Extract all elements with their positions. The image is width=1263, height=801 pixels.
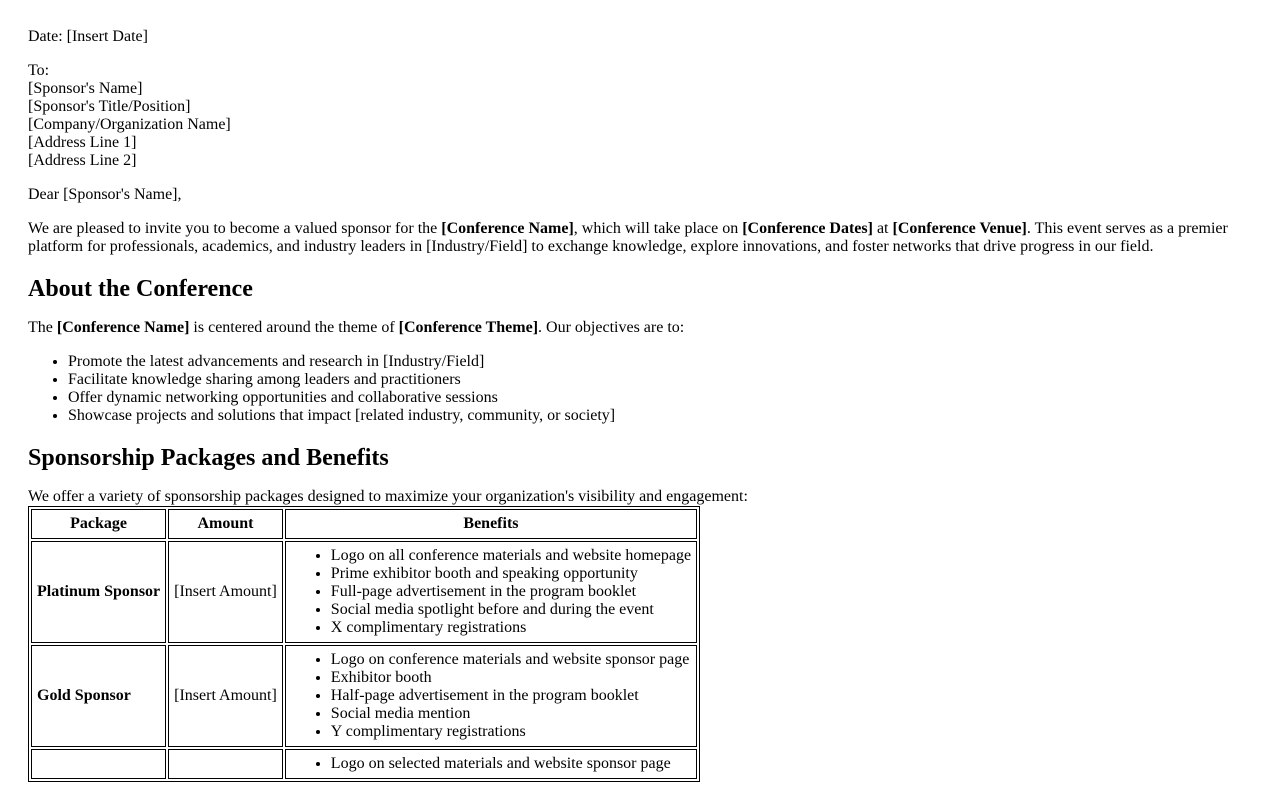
package-benefits — [285, 541, 697, 643]
list-item: • Showcase projects and solutions that impact [related industry, community, or society] — [68, 407, 1238, 425]
intro-text-3: at — [872, 220, 893, 237]
objectives-list — [28, 353, 1238, 425]
list-item: • Prime exhibitor booth and speaking opportunity — [331, 565, 691, 583]
about-text-3: . Our objectives are to: — [538, 319, 685, 336]
about-conference-name: [Conference Name] — [56, 319, 190, 336]
intro-text-4: . This event serves as a premier platform for professionals, academics, and industry leaders in [Industry/Field] to exchange knowledge, explore innovations, and foster networks that drive progress in our field. — [28, 220, 1228, 255]
list-item: • Y complimentary registrations — [331, 723, 691, 741]
to-label: To: — [28, 62, 50, 79]
column-header-amount: Amount — [168, 509, 283, 539]
list-item: • Facilitate knowledge sharing among leaders and practitioners — [68, 371, 1238, 389]
list-item: • Offer dynamic networking opportunities and collaborative sessions — [68, 389, 1238, 407]
table-row — [31, 541, 697, 643]
benefits-list — [291, 651, 691, 741]
column-header-package: Package — [31, 509, 166, 539]
about-text-1: The — [28, 319, 57, 336]
table-row — [31, 749, 697, 779]
intro-text-1: We are pleased to invite you to become a valued sponsor for the — [28, 220, 442, 237]
package-benefits — [285, 645, 697, 747]
list-item: • Full-page advertisement in the program booklet — [331, 583, 691, 601]
intro-conference-venue: [Conference Venue] — [892, 220, 1027, 237]
package-name — [31, 749, 166, 779]
list-item: • Logo on conference materials and website sponsor page — [331, 651, 691, 669]
list-item: • Promote the latest advancements and research in [Industry/Field] — [68, 353, 1238, 371]
salutation: Dear [Sponsor's Name], — [28, 186, 182, 203]
intro-paragraph — [28, 220, 1238, 256]
letter-date: Date: [Insert Date] — [28, 28, 148, 45]
table-row — [31, 645, 697, 747]
list-item: • Social media mention — [331, 705, 691, 723]
recipient-company: [Company/Organization Name] — [28, 116, 231, 133]
recipient-title: [Sponsor's Title/Position] — [28, 98, 191, 115]
sponsorship-heading: Sponsorship Packages and Benefits — [28, 445, 389, 471]
recipient-address-1: [Address Line 1] — [28, 134, 137, 151]
recipient-block — [28, 62, 1238, 170]
benefits-list — [291, 547, 691, 637]
table-header-row — [31, 509, 697, 539]
package-name: Platinum Sponsor — [31, 541, 166, 643]
sponsorship-table — [28, 506, 700, 782]
package-amount: [Insert Amount] — [168, 541, 283, 643]
letter-document — [28, 28, 1238, 782]
list-item: • Social media spotlight before and during the event — [331, 601, 691, 619]
list-item: • Half-page advertisement in the program booklet — [331, 687, 691, 705]
list-item: • Exhibitor booth — [331, 669, 691, 687]
intro-text-2: , which will take place on — [573, 220, 743, 237]
about-conference-theme: [Conference Theme] — [398, 319, 539, 336]
benefits-list — [291, 755, 691, 773]
list-item: • X complimentary registrations — [331, 619, 691, 637]
about-paragraph — [28, 319, 1238, 337]
list-item: • Logo on all conference materials and website homepage — [331, 547, 691, 565]
recipient-name: [Sponsor's Name] — [28, 80, 143, 97]
package-amount — [168, 749, 283, 779]
package-name: Gold Sponsor — [31, 645, 166, 747]
about-heading: About the Conference — [28, 276, 253, 302]
recipient-address-2: [Address Line 2] — [28, 152, 137, 169]
column-header-benefits: Benefits — [285, 509, 697, 539]
intro-conference-name: [Conference Name] — [441, 220, 574, 237]
package-amount: [Insert Amount] — [168, 645, 283, 747]
list-item: • Logo on selected materials and website sponsor page — [331, 755, 691, 773]
sponsorship-intro: We offer a variety of sponsorship packages designed to maximize your organization's visibility and engagement: — [28, 488, 748, 505]
intro-conference-dates: [Conference Dates] — [742, 220, 873, 237]
about-text-2: is centered around the theme of — [189, 319, 399, 336]
package-benefits — [285, 749, 697, 779]
